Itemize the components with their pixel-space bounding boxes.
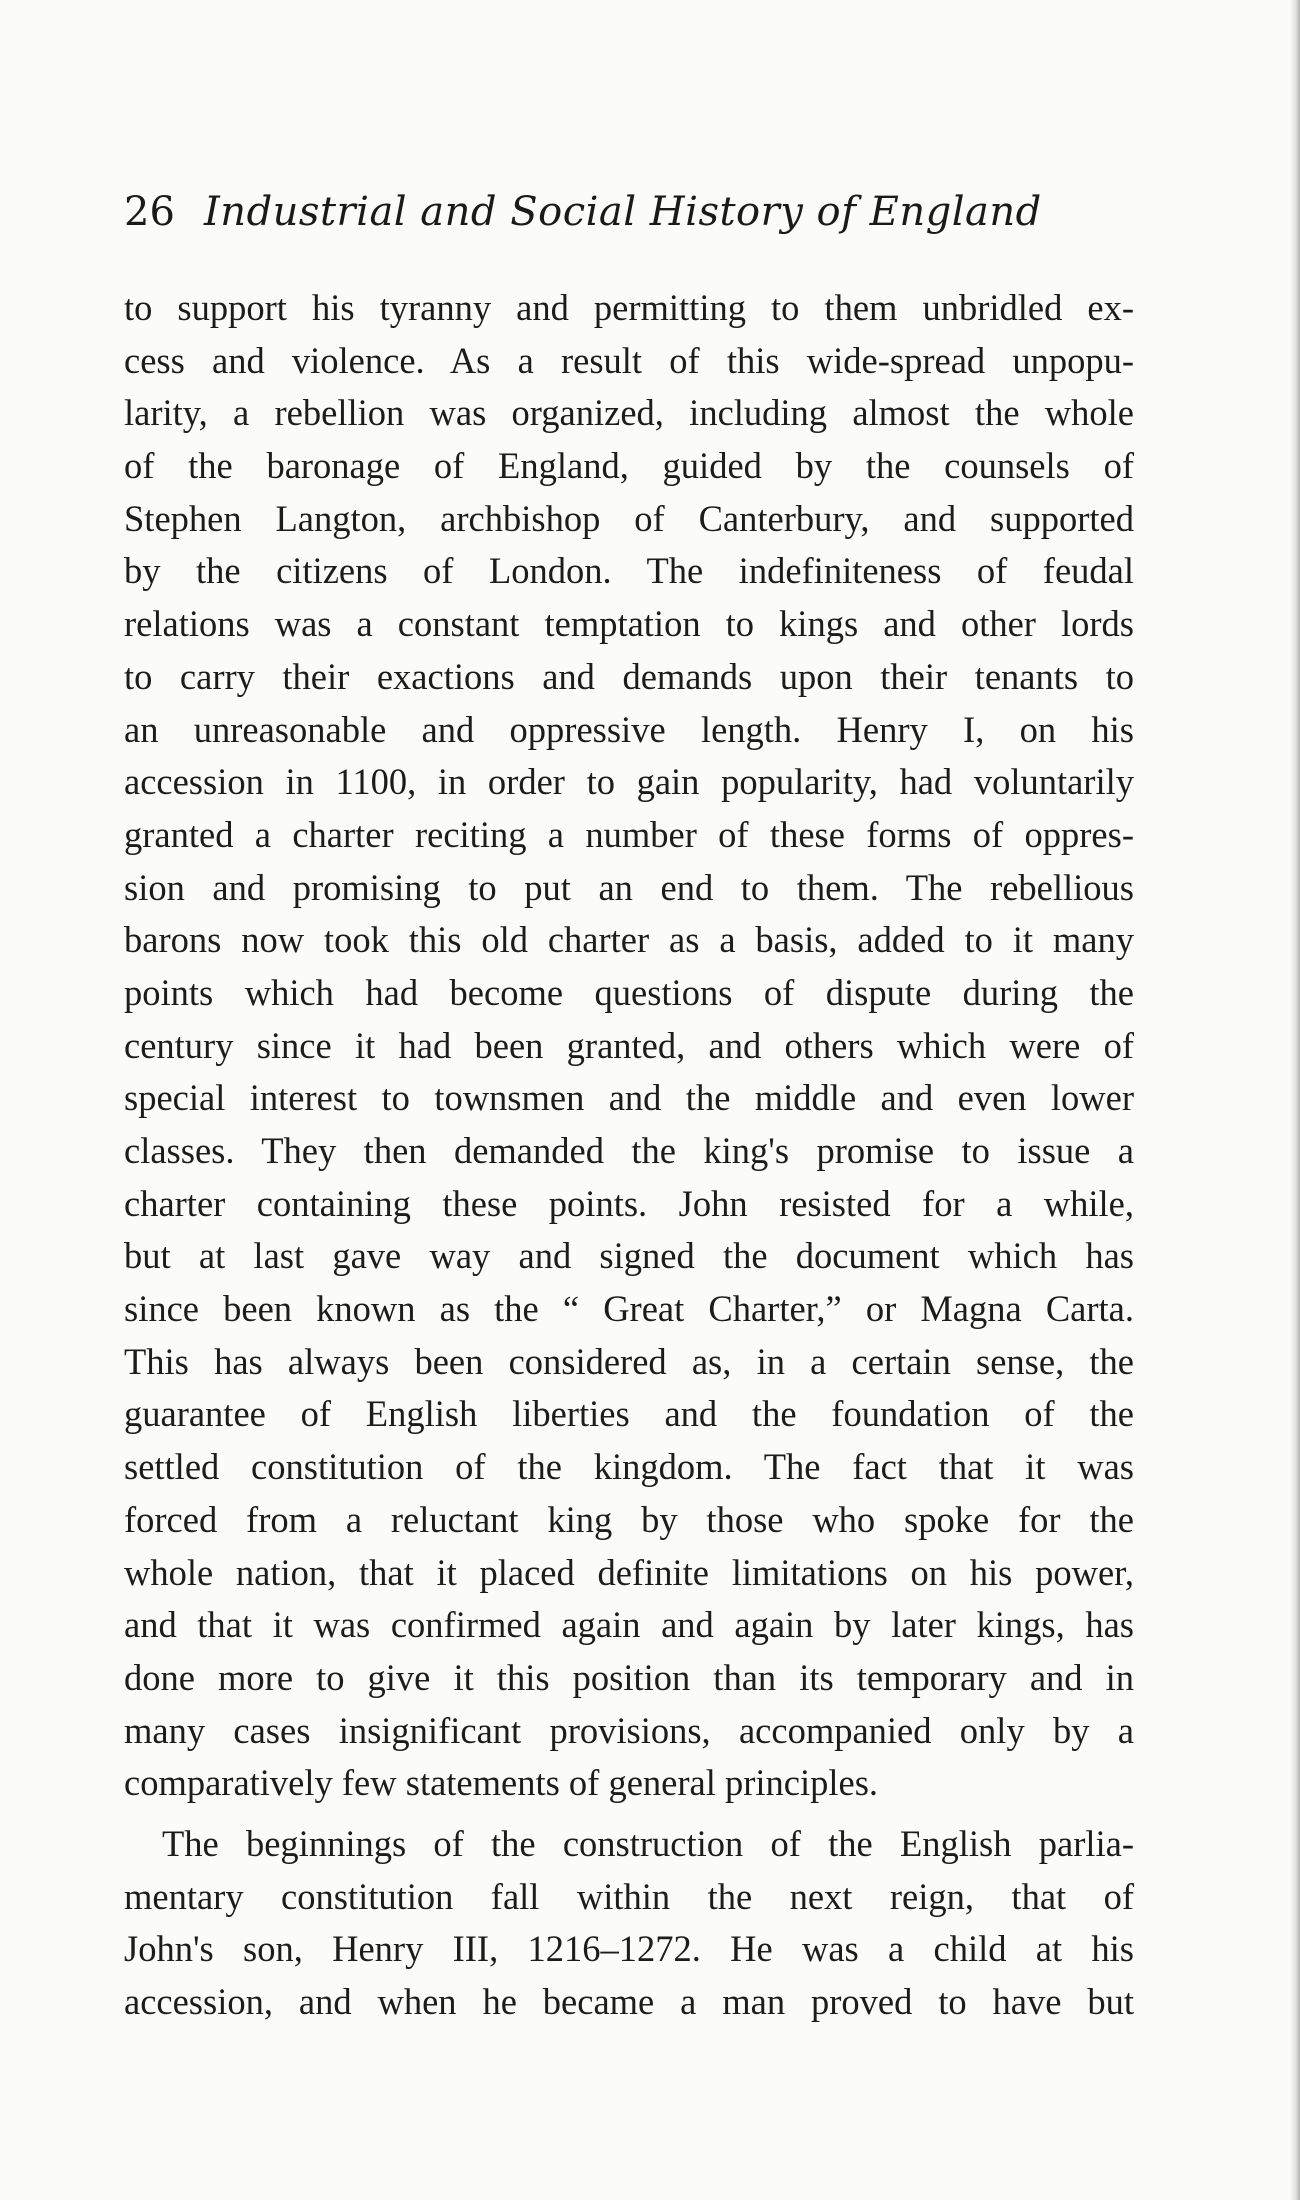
- text-line: accession in 1100, in order to gain popularity, had voluntarily: [124, 761, 1134, 803]
- text-line: an unreasonable and oppressive length. Henry I, on his: [124, 708, 1134, 750]
- text-line: guarantee of English liberties and the foundation of the: [124, 1393, 1134, 1435]
- text-line: comparatively few statements of general principles.: [124, 1762, 879, 1804]
- text-line: larity, a rebellion was organized, including almost the whole: [124, 392, 1134, 434]
- text-line: barons now took this old charter as a basis, added to it many: [124, 919, 1134, 961]
- text-line: points which had become questions of dispute during the: [124, 971, 1134, 1013]
- text-line: charter containing these points. John resisted for a while,: [124, 1182, 1134, 1224]
- paragraph-1: [124, 282, 1134, 1810]
- page-number: 26: [124, 189, 175, 235]
- text-line: settled constitution of the kingdom. The fact that it was: [124, 1446, 1134, 1488]
- text-line: special interest to townsmen and the middle and even lower: [124, 1077, 1134, 1119]
- body-text: [124, 282, 1134, 2029]
- text-line: but at last gave way and signed the document which has: [124, 1235, 1134, 1277]
- text-line: mentary constitution fall within the next reign, that of: [124, 1875, 1134, 1917]
- text-line: Stephen Langton, archbishop of Canterbury, and supported: [124, 497, 1134, 539]
- text-line: accession, and when he became a man proved to have but: [124, 1981, 1134, 2022]
- text-line: many cases insignificant provisions, accompanied only by a: [124, 1709, 1134, 1751]
- text-line: John's son, Henry III, 1216–1272. He was a child at his: [124, 1928, 1134, 1970]
- text-line: since been known as the “ Great Charter,” or Magna Carta.: [124, 1288, 1134, 1330]
- text-line: of the baronage of England, guided by the counsels of: [124, 445, 1134, 487]
- text-line: to carry their exactions and demands upon their tenants to: [124, 655, 1134, 697]
- text-line: granted a charter reciting a number of these forms of oppres-: [124, 813, 1134, 855]
- text-line: cess and violence. As a result of this wide-spread unpopu-: [124, 339, 1134, 381]
- text-line: and that it was confirmed again and again by later kings, has: [124, 1604, 1134, 1646]
- page-edge-shadow: [1290, 0, 1300, 2200]
- paragraph-2: [124, 1818, 1134, 2029]
- text-line: This has always been considered as, in a certain sense, the: [124, 1340, 1134, 1382]
- text-line: classes. They then demanded the king's promise to issue a: [124, 1130, 1134, 1171]
- text-line: century since it had been granted, and others which were of: [124, 1024, 1134, 1066]
- text-line: to support his tyranny and permitting to them unbridled ex-: [124, 287, 1134, 328]
- text-line: by the citizens of London. The indefiniteness of feudal: [124, 550, 1134, 592]
- text-line: whole nation, that it placed definite limitations on his power,: [124, 1551, 1134, 1593]
- text-line: relations was a constant temptation to kings and other lords: [124, 603, 1134, 645]
- running-title: Industrial and Social History of England: [204, 189, 1042, 235]
- text-line: sion and promising to put an end to them. The rebellious: [124, 866, 1134, 908]
- text-line: The beginnings of the construction of the English parlia-: [162, 1822, 1134, 1864]
- text-line: forced from a reluctant king by those who spoke for the: [124, 1498, 1134, 1540]
- text-line: done more to give it this position than its temporary and in: [124, 1656, 1134, 1698]
- page-header: [124, 182, 1044, 242]
